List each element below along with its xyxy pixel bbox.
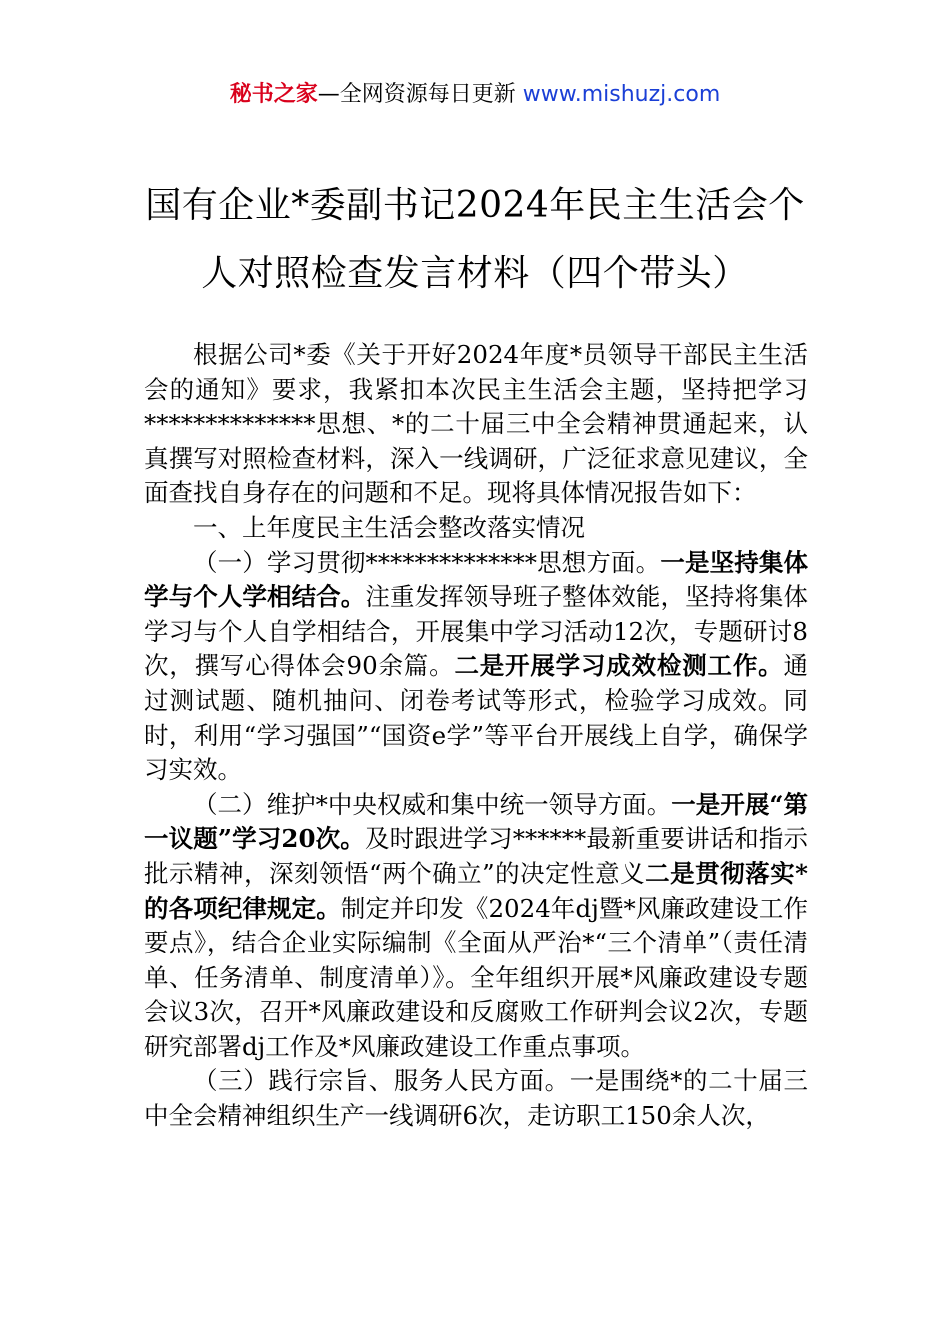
paragraph-text: （三）践行宗旨、服务人民方面。一是围绕*的二十届三中全会精神组织生产一线调研6次，走访职工150余人次， (144, 1066, 808, 1131)
bold-heading-text: 一是坚持集体学与个人学相结合。 (144, 547, 809, 612)
paragraph-text: 通过测试题、随机抽问、闭卷考试等形式，检验学习成效。同时，利用“学习强国”“国资e学”等平台开展线上自学，确保学习实效。 (144, 651, 808, 785)
body-paragraph (144, 1064, 808, 1133)
brand-name: 秘书之家 (229, 82, 318, 107)
header-tagline: —全网资源每日更新 (317, 82, 516, 107)
paragraph-text: 注重发挥领导班子整体效能，坚持将集体学习与个人自学相结合，开展集中学习活动12次，专题研讨8次，撰写心得体会90余篇。 (144, 582, 809, 681)
paragraph-text: 一、上年度民主生活会整改落实情况 (193, 512, 585, 542)
paragraph-text: 制定并印发《2024年dj暨*风廉政建设工作要点》，结合企业实际编制《全面从严治*“三个清单”（责任清单、任务清单、制度清单）》。全年组织开展*风廉政建设专题会议3次，召开*风廉政建设和反腐败工作研判会议2次，专题研究部署dj工作及*风廉政建设工作重点事项。 (144, 893, 808, 1061)
site-header (0, 80, 950, 110)
bold-heading-text: 一是开展“第一议题”学习20次。 (144, 789, 809, 854)
document-body (144, 338, 808, 1134)
paragraph-text: 及时跟进学习******最新重要讲话和指示批示精神，深刻领悟“两个确立”的决定性意义 (144, 824, 809, 888)
paragraph-text: 根据公司*委《关于开好2024年度*员领导干部民主生活会的通知》要求，我紧扣本次民主生活会主题，坚持把学习**************思想、*的二十届三中全会精神贯通起来，认真撰写对照检查材料，深入一线调研，广泛征求意见建议，全面查找自身存在的问题和不足。现将具体情况报告如下： (144, 340, 808, 508)
body-paragraph (144, 546, 808, 788)
body-paragraph (144, 338, 808, 511)
bold-heading-text: 二是开展学习成效检测工作。 (454, 651, 784, 681)
paragraph-text: （一）学习贯彻**************思想方面。 (193, 547, 661, 577)
document-title: 国有企业*委副书记2024年民主生活会个人对照检查发言材料（四个带头） (145, 185, 805, 294)
body-paragraph (144, 511, 808, 546)
site-url-link[interactable]: www.mishuzj.com (522, 82, 721, 107)
body-paragraph (144, 788, 808, 1065)
paragraph-text: （二）维护*中央权威和集中统一领导方面。 (193, 789, 672, 819)
bold-heading-text: 二是贯彻落实*的各项纪律规定。 (144, 858, 808, 923)
